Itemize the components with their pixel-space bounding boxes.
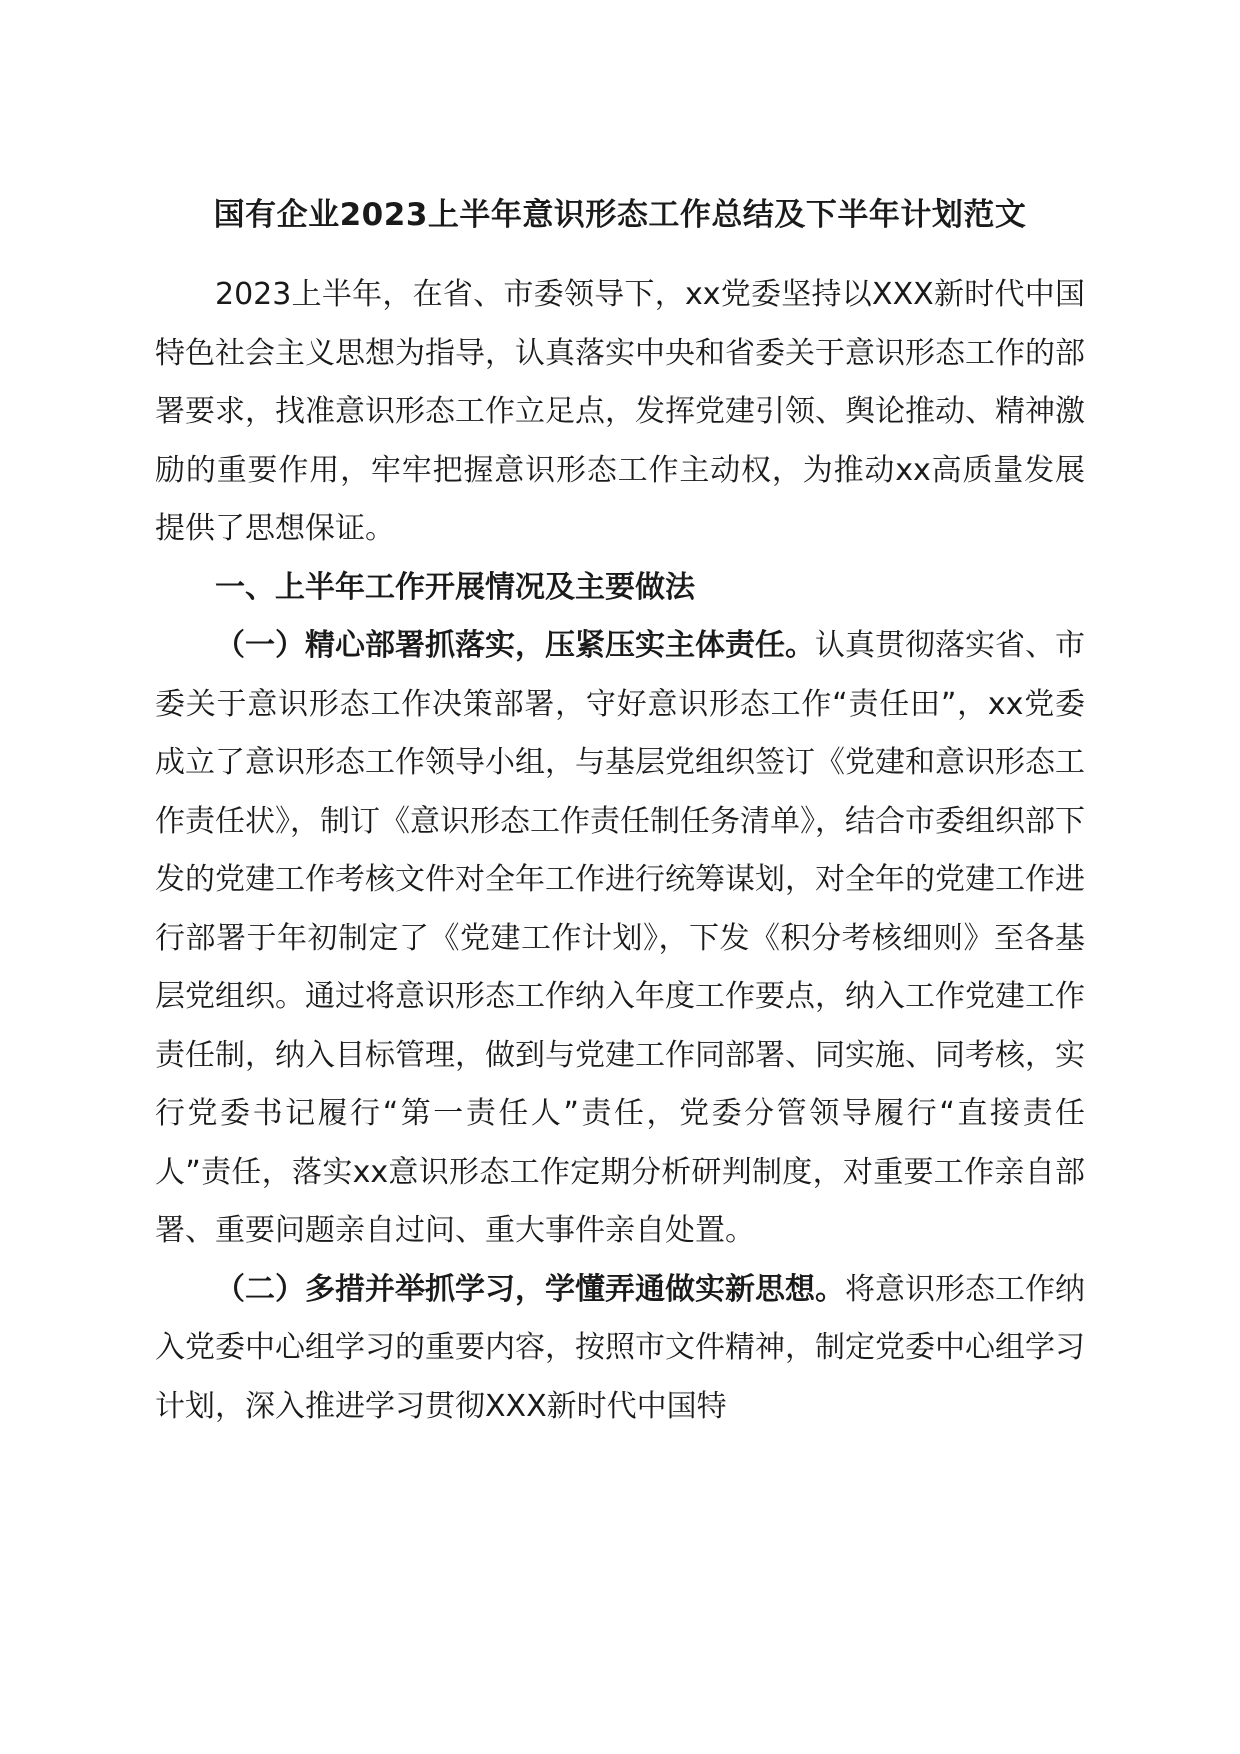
item-2-lead: （二）多措并举抓学习，学懂弄通做实新思想。 (215, 1271, 845, 1307)
document-page (155, 190, 1085, 1436)
item-2-body: 将意识形态工作纳入党委中心组学习的重要内容，按照市文件精神，制定党委中心组学习计划，深入推进学习贯彻XXX新时代中国特 (155, 1271, 1085, 1424)
section-heading-1: 一、上半年工作开展情况及主要做法 (215, 569, 695, 605)
item-1-body: 认真贯彻落实省、市委关于意识形态工作决策部署，守好意识形态工作“责任田”，xx党委成立了意识形态工作领导小组，与基层党组织签订《党建和意识形态工作责任状》，制订《意识形态工作责任制任务清单》，结合市委组织部下发的党建工作考核文件对全年工作进行统筹谋划，对全年的党建工作进行部署于年初制定了《党建工作计划》，下发《积分考核细则》至各基层党组织。通过将意识形态工作纳入年度工作要点，纳入工作党建工作责任制，纳入目标管理，做到与党建工作同部署、同实施、同考核，实行党委书记履行“第一责任人”责任，党委分管领导履行“直接责任人”责任，落实xx意识形态工作定期分析研判制度，对重要工作亲自部署、重要问题亲自过问、重大事件亲自处置。 (155, 628, 1085, 1248)
item-2-paragraph (155, 1261, 1085, 1437)
intro-paragraph: 2023上半年，在省、市委领导下，xx党委坚持以XXX新时代中国特色社会主义思想为指导，认真落实中央和省委关于意识形态工作的部署要求，找准意识形态工作立足点，发挥党建引领、舆论推动、精神激励的重要作用，牢牢把握意识形态工作主动权，为推动xx高质量发展提供了思想保证。 (155, 277, 1085, 546)
document-title: 国有企业2023上半年意识形态工作总结及下半年计划范文 (213, 197, 1027, 233)
item-1-lead: （一）精心部署抓落实，压紧压实主体责任。 (215, 628, 815, 663)
item-1-paragraph (155, 617, 1085, 1261)
